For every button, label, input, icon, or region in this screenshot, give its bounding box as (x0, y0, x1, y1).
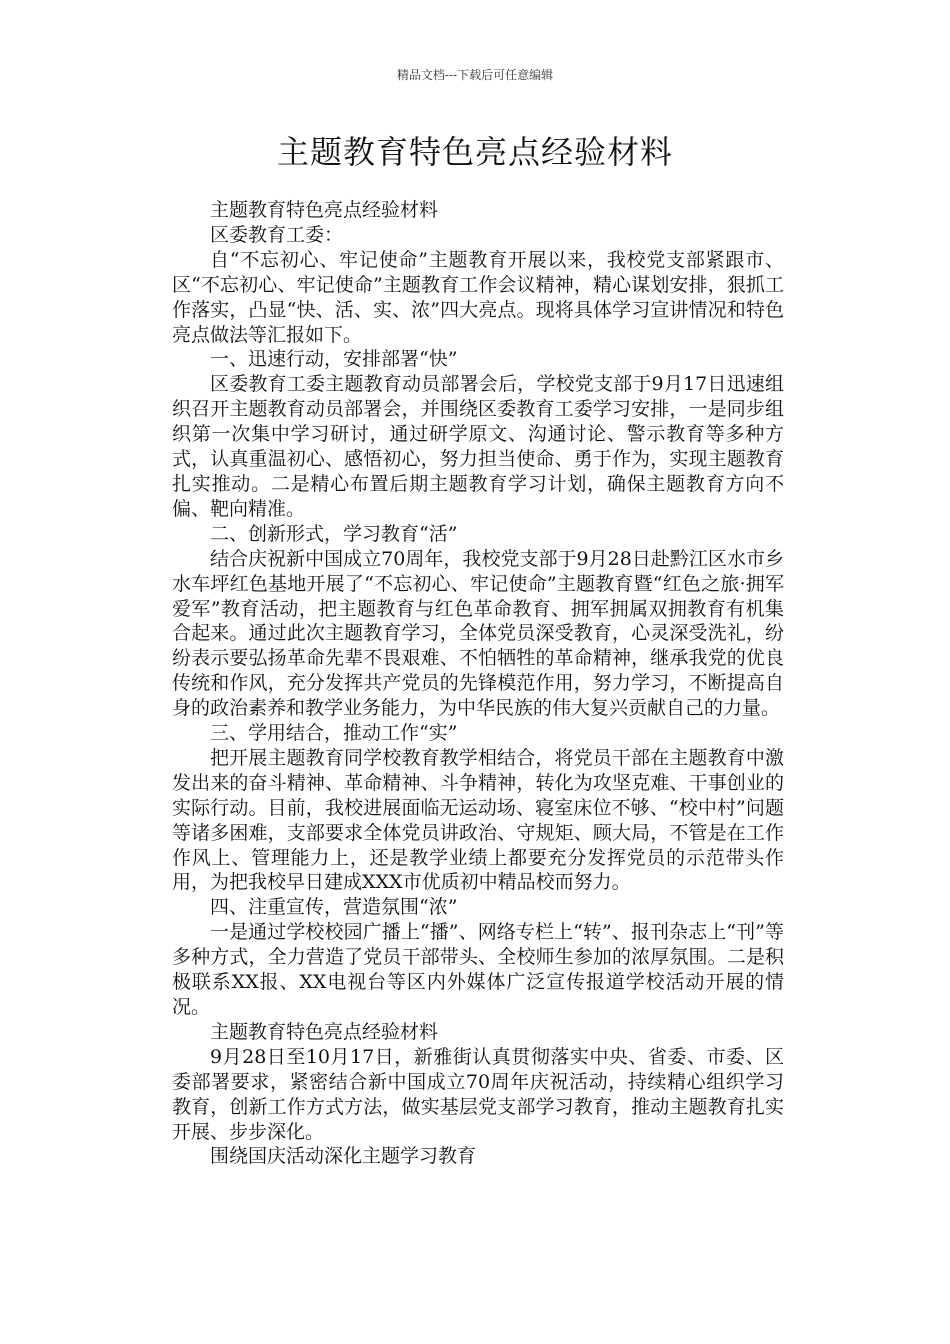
section-heading: 围绕国庆活动深化主题学习教育 (210, 1145, 477, 1168)
section-heading: 二、创新形式，学习教育“活” (210, 522, 458, 545)
section-heading: 一、迅速行动，安排部署“快” (210, 348, 458, 371)
document-body (172, 198, 784, 1169)
header-note: 精品文档---下载后可任意编辑 (396, 68, 554, 82)
body-paragraph: 结合庆祝新中国成立70周年，我校党支部于9月28日赴黔江区水市乡水车坪红色基地开展了“不忘初心、牢记使命”主题教育暨“红色之旅·拥军爱军”教育活动，把主题教育与红色革命教育、拥军拥属双拥教育有机集合起来。通过此次主题教育学习，全体党员深受教育，心灵深受洗礼，纷纷表示要弘扬革命先辈不畏艰难、不怕牺牲的革命精神，继承我党的优良传统和作风，充分发挥共产党员的先锋模范作用，努力学习，不断提高自身的政治素养和教学业务能力，为中华民族的伟大复兴贡献自己的力量。 (172, 547, 784, 720)
body-paragraph: 一是通过学校校园广播上“播”、网络专栏上“转”、报刊杂志上“刊”等多种方式，全力营造了党员干部带头、全校师生参加的浓厚氛围。二是积极联系XX报、XX电视台等区内外媒体广泛宣传报道学校活动开展的情况。 (172, 921, 784, 1018)
body-paragraph: 区委教育工委： (210, 223, 344, 246)
body-paragraph: 主题教育特色亮点经验材料 (210, 199, 439, 221)
section-heading: 主题教育特色亮点经验材料 (210, 1020, 439, 1043)
body-paragraph: 9月28日至10月17日，新雅街认真贯彻落实中央、省委、市委、区委部署要求，紧密结合新中国成立70周年庆祝活动，持续精心组织学习教育，创新工作方式方法，做实基层党支部学习教育，推动主题教育扎实开展、步步深化。 (172, 1045, 784, 1143)
document-title: 主题教育特色亮点经验材料 (276, 133, 673, 171)
section-heading: 三、学用结合，推动工作“实” (210, 722, 458, 745)
body-paragraph: 区委教育工委主题教育动员部署会后，学校党支部于9月17日迅速组织召开主题教育动员部署会，并围绕区委教育工委学习安排，一是同步组织第一次集中学习研讨，通过研学原文、沟通讨论、警示教育等多种方式，认真重温初心、感悟初心，努力担当使命、勇于作为，实现主题教育扎实推动。二是精心布置后期主题教育学习计划，确保主题教育方向不偏、靶向精准。 (172, 373, 784, 520)
body-paragraph: 把开展主题教育同学校教育教学相结合，将党员干部在主题教育中激发出来的奋斗精神、革命精神、斗争精神，转化为攻坚克难、干事创业的实际行动。目前，我校进展面临无运动场、寝室床位不够、“校中村”问题等诸多困难，支部要求全体党员讲政治、守规矩、顾大局，不管是在工作作风上、管理能力上，还是教学业绩上都要充分发挥党员的示范带头作用，为把我校早日建成XXX市优质初中精品校而努力。 (172, 746, 784, 894)
section-heading: 四、注重宣传，营造氛围“浓” (210, 896, 458, 919)
body-paragraph: 自“不忘初心、牢记使命”主题教育开展以来，我校党支部紧跟市、区“不忘初心、牢记使命”主题教育工作会议精神，精心谋划安排，狠抓工作落实，凸显“快、活、实、浓”四大亮点。现将具体学习宣讲情况和特色亮点做法等汇报如下。 (172, 248, 784, 346)
